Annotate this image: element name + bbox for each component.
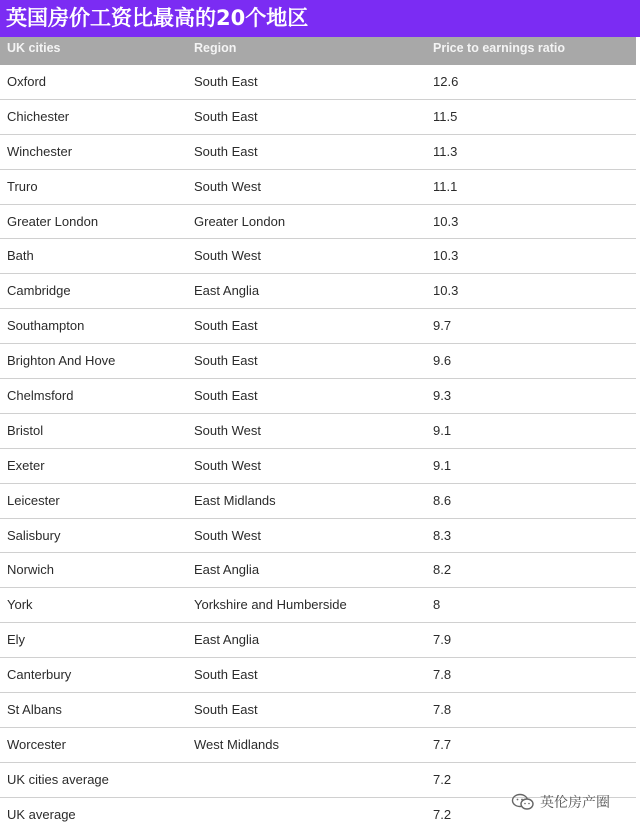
city-cell: St Albans (7, 702, 62, 718)
column-header-ratio: Price to earnings ratio (433, 41, 565, 55)
table-header (0, 37, 636, 65)
city-cell: Exeter (7, 457, 45, 473)
city-cell: Chichester (7, 108, 70, 124)
table-row (0, 658, 636, 693)
city-cell: Greater London (7, 213, 99, 229)
region-cell: South East (194, 667, 258, 683)
table-row (0, 728, 636, 763)
ratio-cell: 8 (433, 597, 441, 613)
ratio-cell: 7.9 (433, 632, 452, 648)
table-row (0, 553, 636, 588)
ratio-cell: 8.3 (433, 527, 452, 543)
table-row (0, 344, 636, 379)
ratio-cell: 12.6 (433, 74, 459, 89)
table-row (0, 274, 636, 309)
region-cell: East Anglia (194, 632, 260, 648)
table-row (0, 414, 636, 449)
city-cell: Bristol (7, 422, 44, 438)
region-cell: Yorkshire and Humberside (194, 597, 347, 613)
table-row (0, 309, 636, 344)
region-cell: East Anglia (194, 283, 260, 299)
watermark (511, 790, 610, 814)
region-cell: South East (194, 318, 258, 334)
city-cell: Norwich (7, 562, 54, 578)
city-cell: UK average (7, 806, 76, 822)
region-cell: South East (194, 353, 258, 369)
ratio-cell: 9.7 (433, 318, 452, 334)
watermark-text: 英伦房产圈 (540, 795, 610, 811)
table-body (0, 65, 636, 830)
region-cell: South West (194, 422, 261, 438)
wechat-icon (511, 793, 535, 811)
table-row (0, 379, 636, 414)
region-cell: East Anglia (194, 562, 260, 578)
city-cell: Winchester (7, 143, 73, 159)
region-cell: South West (194, 527, 261, 543)
ratio-cell: 7.2 (433, 806, 452, 822)
city-cell: Ely (7, 632, 26, 648)
ratio-cell: 7.7 (433, 736, 452, 752)
city-cell: Chelmsford (7, 388, 74, 404)
city-cell: Brighton And Hove (7, 353, 116, 369)
ratio-cell: 10.3 (433, 283, 459, 299)
ratio-cell: 7.2 (433, 771, 452, 787)
table-row (0, 623, 636, 658)
ratio-cell: 9.1 (433, 457, 452, 473)
ratio-cell: 11.5 (433, 108, 458, 124)
data-table (0, 37, 636, 830)
table-row (0, 588, 636, 623)
city-cell: Oxford (7, 74, 47, 89)
ratio-cell: 11.3 (433, 143, 458, 159)
table-row (0, 484, 636, 519)
ratio-cell: 9.1 (433, 422, 452, 438)
region-cell: East Midlands (194, 492, 276, 508)
region-cell: South West (194, 178, 261, 194)
ratio-cell: 10.3 (433, 248, 459, 264)
table-row (0, 693, 636, 728)
table-row (0, 65, 636, 100)
table-row (0, 519, 636, 554)
table-row (0, 239, 636, 274)
table-row (0, 100, 636, 135)
city-cell: Truro (7, 178, 38, 194)
region-cell: South East (194, 108, 258, 124)
ratio-cell: 8.6 (433, 492, 452, 508)
city-cell: Bath (7, 248, 34, 264)
region-cell: South East (194, 388, 258, 404)
table-row (0, 135, 636, 170)
ratio-cell: 11.1 (433, 178, 458, 194)
table-row (0, 205, 636, 240)
city-cell: UK cities average (7, 771, 109, 787)
city-cell: Leicester (7, 492, 60, 508)
column-header-region: Region (194, 41, 237, 55)
page-title: 英国房价工资比最高的20个地区 (6, 6, 309, 30)
city-cell: Cambridge (7, 283, 71, 299)
city-cell: Southampton (7, 318, 85, 334)
region-cell: South East (194, 143, 258, 159)
title-bar (0, 0, 640, 37)
table-row (0, 449, 636, 484)
ratio-cell: 7.8 (433, 667, 452, 683)
city-cell: Worcester (7, 736, 66, 752)
ratio-cell: 7.8 (433, 702, 452, 718)
city-cell: York (7, 597, 33, 613)
ratio-cell: 10.3 (433, 213, 459, 229)
region-cell: South West (194, 457, 261, 473)
region-cell: South West (194, 248, 261, 264)
city-cell: Canterbury (7, 667, 72, 683)
region-cell: West Midlands (194, 736, 280, 752)
ratio-cell: 8.2 (433, 562, 452, 578)
region-cell: South East (194, 74, 258, 89)
city-cell: Salisbury (7, 527, 61, 543)
region-cell: Greater London (194, 213, 286, 229)
column-header-uk-cities: UK cities (7, 41, 61, 55)
ratio-cell: 9.6 (433, 353, 452, 369)
region-cell: South East (194, 702, 258, 718)
ratio-cell: 9.3 (433, 388, 452, 404)
table-row (0, 170, 636, 205)
